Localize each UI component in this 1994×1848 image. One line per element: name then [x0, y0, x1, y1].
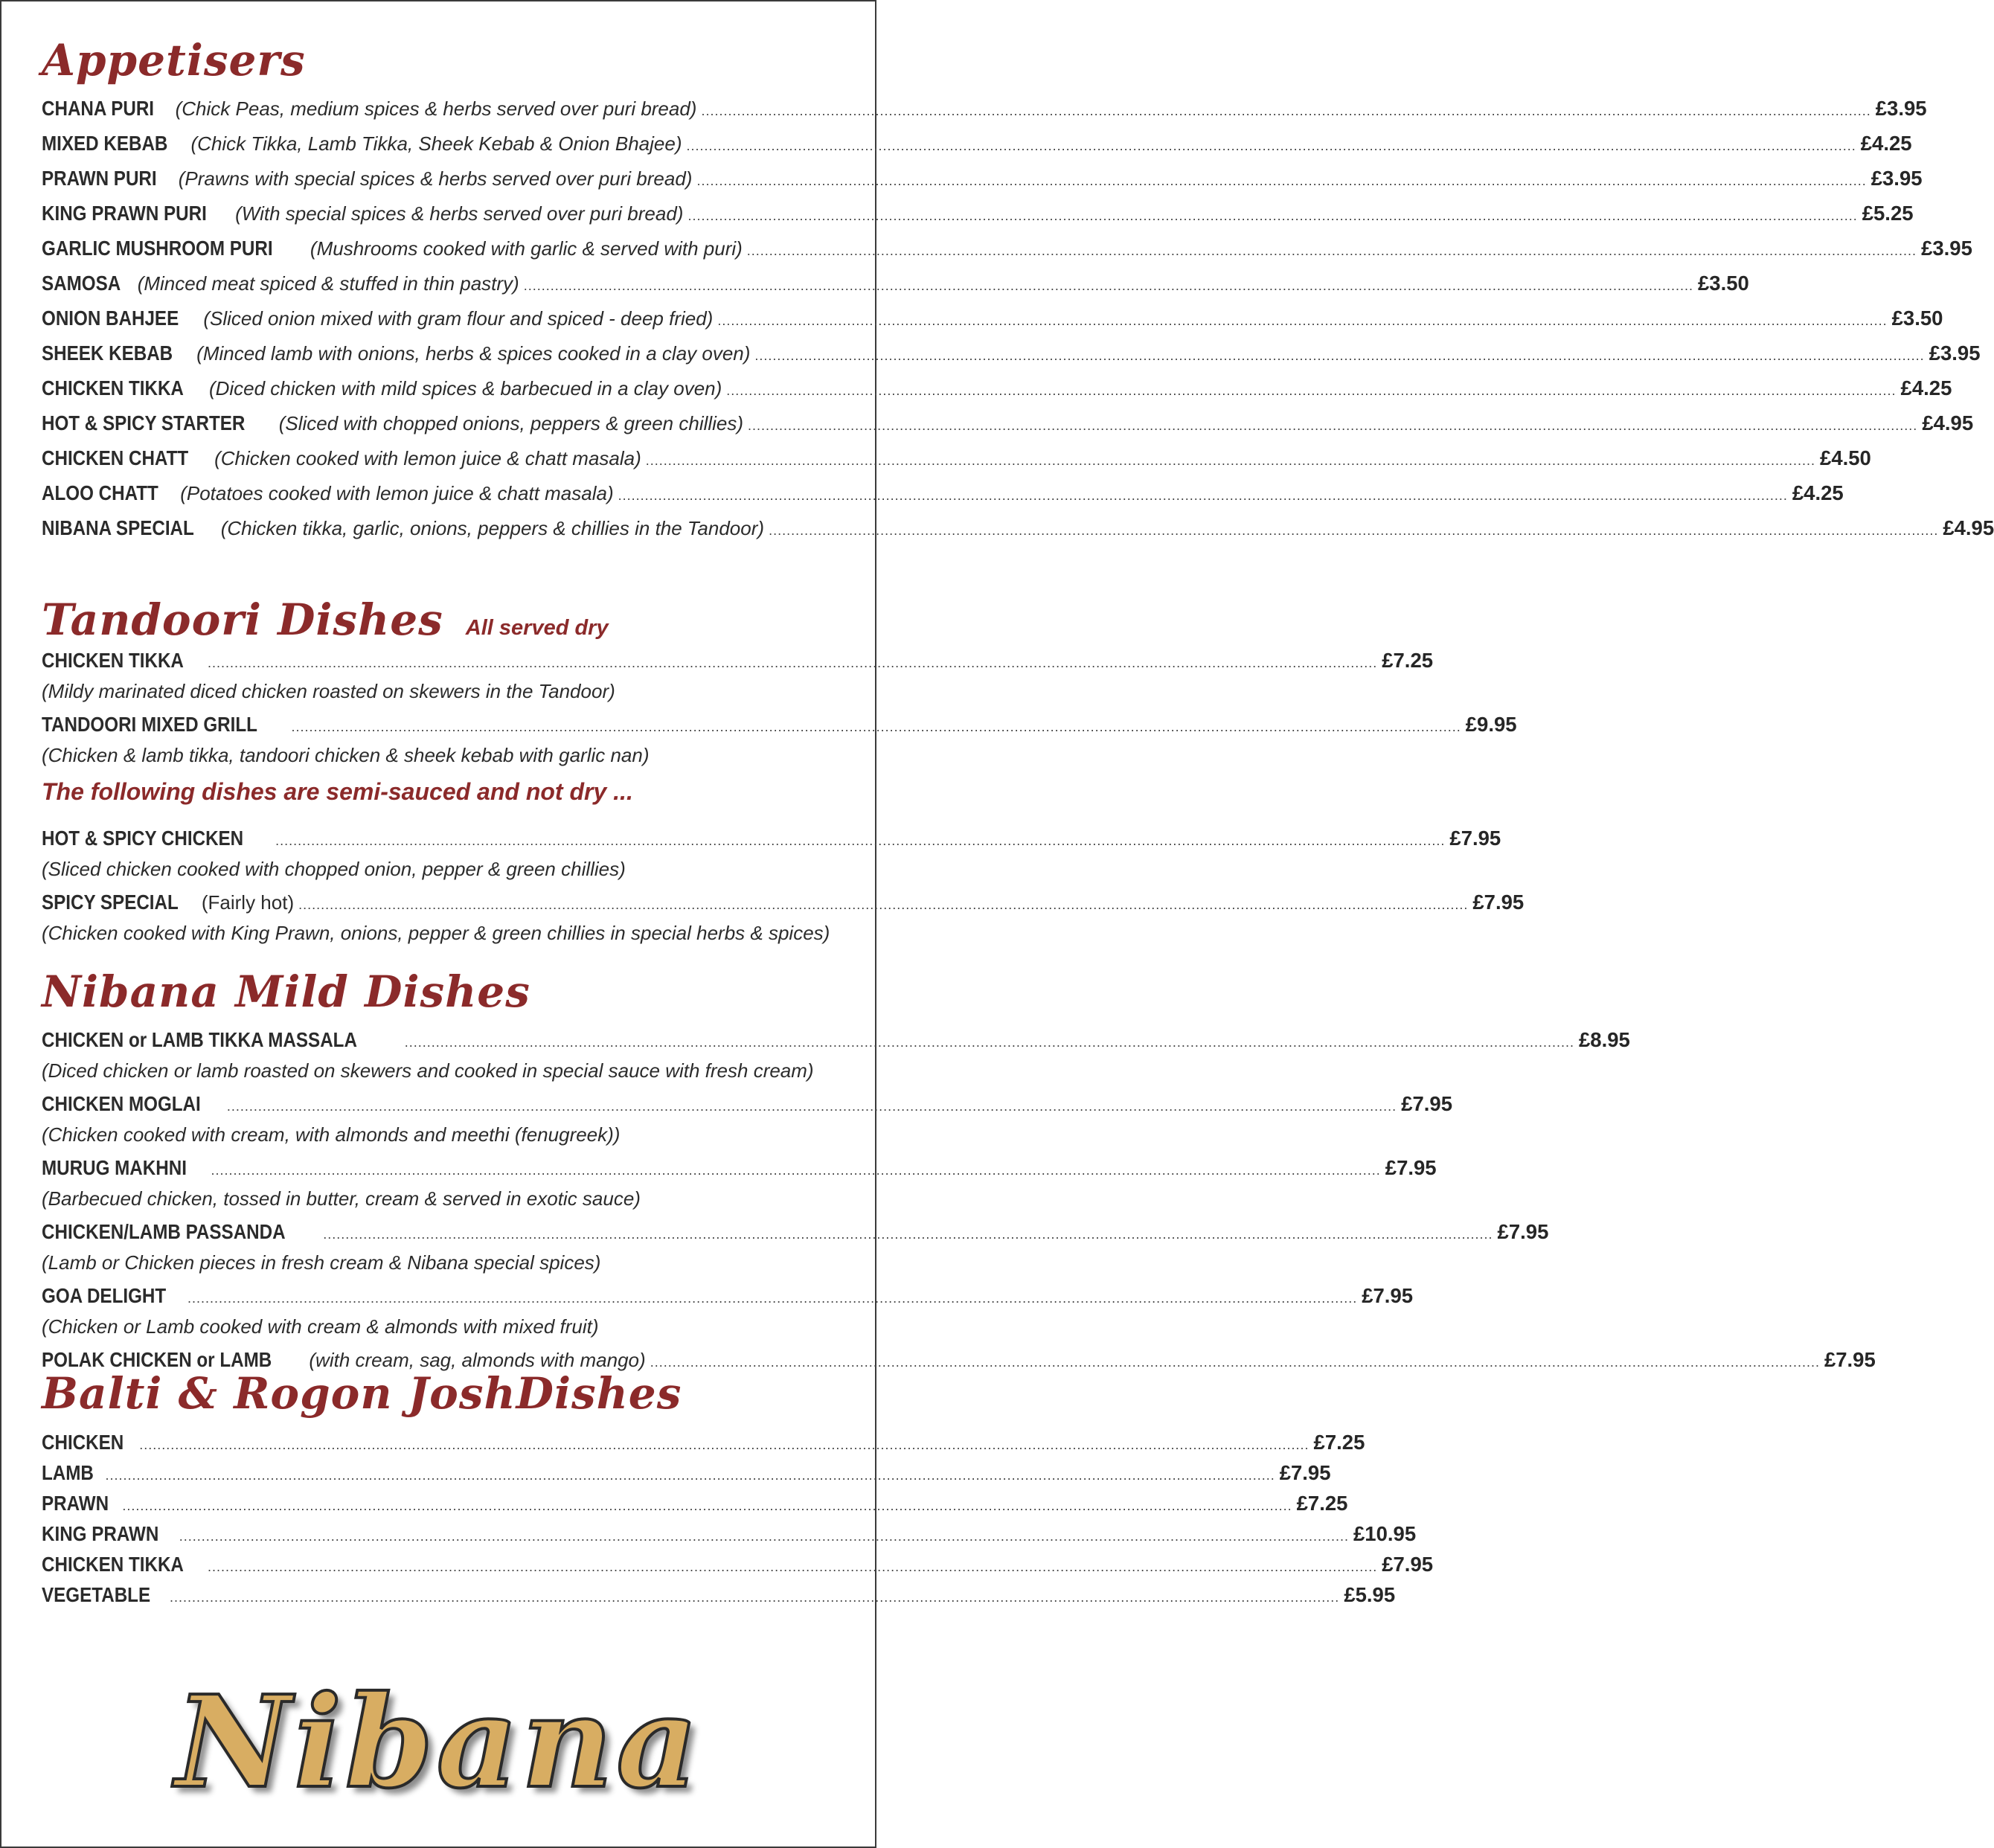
menu-item: SAMOSA (Minced meat spiced & stuffed in thin pastry) ..... £3.50 — [42, 267, 835, 302]
menu-item: NIBANA SPECIAL (Chicken tikka, garlic, onions, peppers & chillies in the Tandoor) ..... £4.95 — [42, 512, 835, 547]
menu-item: HOT & SPICY STARTER (Sliced with chopped onions, peppers & green chillies) ..... £4.95 — [42, 407, 835, 442]
menu-item: GOA DELIGHT ..... £7.95 — [42, 1280, 835, 1315]
menu-item: CHICKEN TIKKA ..... £7.95 — [42, 1550, 835, 1581]
menu-item: GARLIC MUSHROOM PURI (Mushrooms cooked with garlic & served with puri) ..... £3.95 — [42, 232, 835, 267]
menu-item: CHICKEN TIKKA ..... £7.25 — [42, 644, 835, 679]
menu-item: VEGETABLE ..... £5.95 — [42, 1581, 835, 1611]
menu-item: KING PRAWN ..... £10.95 — [42, 1520, 835, 1550]
item-description: (Chicken cooked with cream, with almonds and meethi (fenugreek)) — [42, 1123, 621, 1146]
menu-item: TANDOORI MIXED GRILL ..... £9.95 — [42, 708, 835, 743]
item-description: (Diced chicken or lamb roasted on skewers and cooked in special sauce with fresh cream) — [42, 1059, 814, 1082]
mild-heading: Nibana Mild Dishes — [42, 966, 530, 1017]
balti-section — [42, 1368, 1434, 1611]
mild-section — [42, 966, 1876, 1379]
menu-item: MIXED KEBAB (Chick Tikka, Lamb Tikka, Sheek Kebab & Onion Bhajee) ..... £4.25 — [42, 127, 835, 162]
item-description: (Chicken & lamb tikka, tandoori chicken & sheek kebab with garlic nan) — [42, 743, 650, 766]
menu-item: PRAWN PURI (Prawns with special spices & herbs served over puri bread) ..... £3.95 — [42, 162, 835, 197]
menu-item: HOT & SPICY CHICKEN ..... £7.95 — [42, 822, 835, 857]
item-description: (Chicken or Lamb cooked with cream & almonds with mixed fruit) — [42, 1315, 599, 1338]
menu-item: MURUG MAKHNI ..... £7.95 — [42, 1152, 835, 1187]
menu-item: CHICKEN MOGLAI ..... £7.95 — [42, 1088, 835, 1123]
item-description: (Barbecued chicken, tossed in butter, cream & served in exotic sauce) — [42, 1187, 641, 1210]
nibana-logo — [1, 1668, 875, 1817]
menu-item: CHICKEN CHATT (Chicken cooked with lemon juice & chatt masala) ..... £4.50 — [42, 442, 835, 477]
logo-text: Nibana — [175, 1668, 702, 1817]
menu-item: KING PRAWN PURI (With special spices & herbs served over puri bread) ..... £5.25 — [42, 197, 835, 232]
tandoori-heading: Tandoori Dishes — [42, 594, 443, 645]
item-description: (Sliced chicken cooked with chopped onion, pepper & green chillies) — [42, 857, 626, 880]
menu-item: CHICKEN TIKKA (Diced chicken with mild spices & barbecued in a clay oven) ..... £4.25 — [42, 372, 835, 407]
menu-item: CHICKEN or LAMB TIKKA MASSALA ..... £8.95 — [42, 1024, 835, 1059]
item-description: (Lamb or Chicken pieces in fresh cream & Nibana special spices) — [42, 1251, 601, 1274]
menu-item: CHICKEN/LAMB PASSANDA ..... £7.95 — [42, 1216, 835, 1251]
menu-item: SHEEK KEBAB (Minced lamb with onions, herbs & spices cooked in a clay oven) ..... £3.95 — [42, 337, 835, 372]
menu-item: POLAK CHICKEN or LAMB (with cream, sag, almonds with mango) ..... £7.95 — [42, 1344, 835, 1379]
balti-heading: Balti & Rogon JoshDishes — [42, 1368, 682, 1419]
menu-item: ONION BAHJEE (Sliced onion mixed with gram flour and spiced - deep fried) ..... £3.50 — [42, 302, 835, 337]
menu-item: PRAWN ..... £7.25 — [42, 1489, 835, 1520]
menu-item: LAMB ..... £7.95 — [42, 1459, 835, 1489]
item-description: (Chicken cooked with King Prawn, onions, pepper & green chillies in special herbs & spices) — [42, 921, 830, 944]
item-description: (Mildy marinated diced chicken roasted on skewers in the Tandoor) — [42, 679, 615, 702]
menu-item: CHANA PURI (Chick Peas, medium spices & herbs served over puri bread) ..... £3.95 — [42, 92, 835, 127]
tandoori-note: All served dry — [465, 616, 609, 640]
appetisers-section — [42, 35, 1994, 547]
semi-sauced-note: The following dishes are semi-sauced and not dry ... — [42, 777, 633, 805]
menu-item: SPICY SPECIAL (Fairly hot) ..... £7.95 — [42, 886, 835, 921]
tandoori-section — [42, 594, 1525, 950]
menu-item: CHICKEN ..... £7.25 — [42, 1428, 835, 1459]
appetisers-heading: Appetisers — [42, 35, 306, 86]
menu-item: ALOO CHATT (Potatoes cooked with lemon juice & chatt masala) ..... £4.25 — [42, 477, 835, 512]
